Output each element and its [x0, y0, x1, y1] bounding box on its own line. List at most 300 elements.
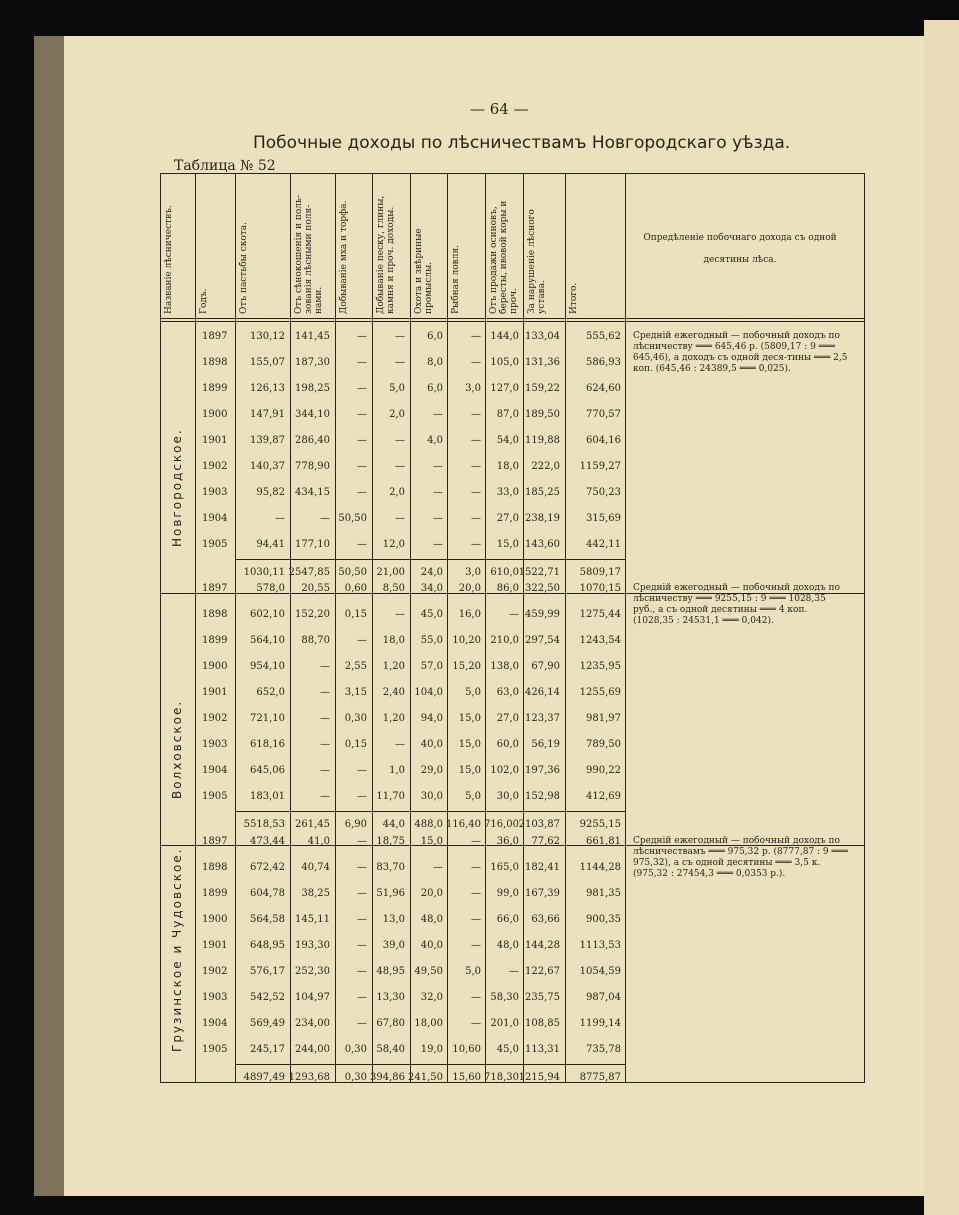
value-cell: 604,16 — [586, 435, 621, 446]
total-cell: 5809,17 — [579, 567, 621, 578]
value-cell: 15,0 — [458, 765, 481, 776]
value-cell: 189,50 — [525, 409, 560, 420]
year-cell: 1899 — [202, 635, 228, 646]
value-cell: — — [471, 487, 481, 498]
value-cell: 139,87 — [250, 435, 285, 446]
value-cell: 108,85 — [525, 1018, 560, 1029]
value-cell: 555,62 — [586, 331, 621, 342]
value-cell: 442,11 — [586, 539, 621, 550]
value-cell: 63,66 — [531, 914, 560, 925]
value-cell: 55,0 — [420, 635, 443, 646]
value-cell: — — [320, 713, 330, 724]
value-cell: 578,0 — [256, 583, 285, 594]
value-cell: 238,19 — [525, 513, 560, 524]
value-cell: 185,25 — [525, 487, 560, 498]
value-cell: 648,95 — [250, 940, 285, 951]
value-cell: 60,0 — [496, 739, 519, 750]
forestry-name: Грузинское и Чудовское. — [170, 847, 184, 1052]
value-cell: 144,28 — [525, 940, 560, 951]
value-cell: — — [357, 862, 367, 873]
value-cell: 15,0 — [496, 539, 519, 550]
value-cell: — — [275, 513, 285, 524]
value-cell: 145,11 — [295, 914, 330, 925]
value-cell: — — [320, 739, 330, 750]
header-rule — [160, 318, 865, 319]
value-cell: 15,0 — [420, 836, 443, 847]
year-cell: 1901 — [202, 435, 228, 446]
value-cell: 83,70 — [376, 862, 405, 873]
forestry-name: Волховское. — [170, 699, 184, 799]
column-header: За нарушеніе лѣсного устава. — [527, 209, 547, 314]
value-cell: 235,75 — [525, 992, 560, 1003]
value-cell: 104,97 — [295, 992, 330, 1003]
value-cell: 604,78 — [250, 888, 285, 899]
value-cell: — — [357, 539, 367, 550]
value-cell: — — [357, 765, 367, 776]
value-cell: 67,90 — [531, 661, 560, 672]
value-cell: 3,15 — [344, 687, 367, 698]
value-cell: 45,0 — [496, 1044, 519, 1055]
value-cell: — — [320, 661, 330, 672]
value-cell: — — [357, 992, 367, 1003]
value-cell: 33,0 — [496, 487, 519, 498]
value-cell: 770,57 — [586, 409, 621, 420]
total-cell: 1030,11 — [243, 567, 285, 578]
value-cell: 286,40 — [295, 435, 330, 446]
value-cell: 77,62 — [531, 836, 560, 847]
total-cell: 24,0 — [420, 567, 443, 578]
year-cell: 1898 — [202, 357, 228, 368]
value-cell: 152,98 — [525, 791, 560, 802]
value-cell: — — [433, 461, 443, 472]
income-note: Средній ежегодный — побочный доходъ по лѣсничеству ═══ 645,46 р. (5809,17 : 9 ═══ 645,46), а доходъ съ одной деся-тины ═══ 2,5 коп. (645,46 : 24389,5 ═══ 0,025). — [633, 331, 848, 374]
value-cell: 113,31 — [525, 1044, 560, 1055]
year-cell: 1905 — [202, 539, 228, 550]
value-cell: 13,30 — [376, 992, 405, 1003]
value-cell: 197,36 — [525, 765, 560, 776]
value-cell: 48,95 — [376, 966, 405, 977]
value-cell: 86,0 — [496, 583, 519, 594]
value-cell: — — [357, 914, 367, 925]
value-cell: 51,96 — [376, 888, 405, 899]
value-cell: 987,04 — [586, 992, 621, 1003]
year-cell: 1901 — [202, 940, 228, 951]
value-cell: 13,0 — [382, 914, 405, 925]
table-label: Таблица № 52 — [174, 158, 276, 174]
value-cell: 672,42 — [250, 862, 285, 873]
value-cell: 49,50 — [414, 966, 443, 977]
total-cell: 5518,53 — [243, 819, 285, 830]
value-cell: 297,54 — [525, 635, 560, 646]
value-cell: 40,0 — [420, 739, 443, 750]
value-cell: 130,12 — [250, 331, 285, 342]
value-cell: 564,58 — [250, 914, 285, 925]
value-cell: 576,17 — [250, 966, 285, 977]
value-cell: 2,40 — [382, 687, 405, 698]
value-cell: — — [433, 539, 443, 550]
value-cell: — — [395, 357, 405, 368]
value-cell: 58,30 — [490, 992, 519, 1003]
total-cell: 261,45 — [295, 819, 330, 830]
total-cell: 0,30 — [344, 1072, 367, 1083]
total-cell: 1522,71 — [518, 567, 560, 578]
value-cell: 19,0 — [420, 1044, 443, 1055]
total-cell: 610,0 — [490, 567, 519, 578]
value-cell: 201,0 — [490, 1018, 519, 1029]
year-cell: 1900 — [202, 409, 228, 420]
year-cell: 1901 — [202, 687, 228, 698]
value-cell: 434,15 — [295, 487, 330, 498]
total-cell: 21,00 — [376, 567, 405, 578]
value-cell: — — [395, 513, 405, 524]
total-cell: 2547,85 — [288, 567, 330, 578]
value-cell: 133,04 — [525, 331, 560, 342]
value-cell: 94,0 — [420, 713, 443, 724]
value-cell: — — [433, 862, 443, 873]
total-cell: 1215,94 — [518, 1072, 560, 1083]
value-cell: — — [433, 513, 443, 524]
value-cell: — — [357, 888, 367, 899]
column-header: Названіе лѣсничествъ. — [164, 205, 174, 314]
value-cell: 459,99 — [525, 609, 560, 620]
value-cell: 222,0 — [531, 461, 560, 472]
value-cell: — — [357, 635, 367, 646]
value-cell: 11,70 — [376, 791, 405, 802]
value-cell: 143,60 — [525, 539, 560, 550]
year-cell: 1905 — [202, 791, 228, 802]
year-cell: 1898 — [202, 862, 228, 873]
value-cell: 10,60 — [452, 1044, 481, 1055]
value-cell: 1070,15 — [579, 583, 621, 594]
value-cell: — — [357, 331, 367, 342]
value-cell: 6,0 — [427, 383, 443, 394]
value-cell: 8,50 — [382, 583, 405, 594]
value-cell: 2,0 — [389, 409, 405, 420]
value-cell: 624,60 — [586, 383, 621, 394]
value-cell: 88,70 — [301, 635, 330, 646]
year-cell: 1897 — [202, 836, 228, 847]
year-cell: 1903 — [202, 739, 228, 750]
value-cell: 32,0 — [420, 992, 443, 1003]
value-cell: 20,0 — [420, 888, 443, 899]
page-title: Побочные доходы по лѣсничествамъ Новгородскаго уѣзда. — [253, 133, 791, 153]
value-cell: 569,49 — [250, 1018, 285, 1029]
total-cell: 394,86 — [370, 1072, 405, 1083]
total-cell: 1293,68 — [288, 1072, 330, 1083]
value-cell: — — [471, 888, 481, 899]
column-header: Отъ продажи осиновъ, бересты, ивовой коры и проч. — [489, 200, 519, 314]
total-rule — [235, 811, 625, 812]
value-cell: 12,0 — [382, 539, 405, 550]
column-header: Отъ пастьбы скота. — [239, 222, 249, 314]
value-cell: 1159,27 — [579, 461, 621, 472]
value-cell: 2,0 — [389, 487, 405, 498]
value-cell: — — [509, 966, 519, 977]
value-cell: — — [509, 609, 519, 620]
value-cell: 54,0 — [496, 435, 519, 446]
value-cell: 41,0 — [307, 836, 330, 847]
value-cell: 131,36 — [525, 357, 560, 368]
year-cell: 1900 — [202, 914, 228, 925]
value-cell: — — [357, 1018, 367, 1029]
value-cell: 183,01 — [250, 791, 285, 802]
value-cell: — — [320, 513, 330, 524]
year-cell: 1897 — [202, 331, 228, 342]
value-cell: 58,40 — [376, 1044, 405, 1055]
value-cell: — — [471, 1018, 481, 1029]
value-cell: 0,60 — [344, 583, 367, 594]
value-cell: 2,55 — [344, 661, 367, 672]
year-cell: 1902 — [202, 713, 228, 724]
value-cell: — — [320, 687, 330, 698]
value-cell: 981,97 — [586, 713, 621, 724]
value-cell: 5,0 — [465, 687, 481, 698]
column-header: Добываніе песку, глины, камня и проч. доходы. — [376, 195, 396, 314]
value-cell: 735,78 — [586, 1044, 621, 1055]
year-cell: 1902 — [202, 966, 228, 977]
value-cell: 94,41 — [256, 539, 285, 550]
total-rule — [235, 559, 625, 560]
value-cell: 210,0 — [490, 635, 519, 646]
value-cell: 198,25 — [295, 383, 330, 394]
total-cell: 50,50 — [338, 567, 367, 578]
value-cell: 95,82 — [256, 487, 285, 498]
value-cell: 39,0 — [382, 940, 405, 951]
total-cell: 2103,87 — [518, 819, 560, 830]
year-cell: 1904 — [202, 513, 228, 524]
value-cell: 0,15 — [344, 609, 367, 620]
value-cell: 344,10 — [295, 409, 330, 420]
value-cell: 954,10 — [250, 661, 285, 672]
value-cell: 1,20 — [382, 661, 405, 672]
year-cell: 1903 — [202, 487, 228, 498]
value-cell: 322,50 — [525, 583, 560, 594]
total-cell: 716,00 — [484, 819, 519, 830]
value-cell: 167,39 — [525, 888, 560, 899]
value-cell: 48,0 — [420, 914, 443, 925]
value-cell: 159,22 — [525, 383, 560, 394]
value-cell: 18,0 — [496, 461, 519, 472]
value-cell: — — [395, 435, 405, 446]
value-cell: 8,0 — [427, 357, 443, 368]
value-cell: 63,0 — [496, 687, 519, 698]
year-cell: 1900 — [202, 661, 228, 672]
column-header: Добываніе мха и торфа. — [339, 200, 349, 314]
value-cell: 5,0 — [465, 966, 481, 977]
value-cell: — — [471, 513, 481, 524]
value-cell: — — [357, 966, 367, 977]
total-cell: 15,60 — [452, 1072, 481, 1083]
value-cell: 981,35 — [586, 888, 621, 899]
value-cell: — — [471, 836, 481, 847]
year-cell: 1904 — [202, 765, 228, 776]
value-cell: 123,37 — [525, 713, 560, 724]
value-cell: — — [471, 862, 481, 873]
value-cell: 152,20 — [295, 609, 330, 620]
value-cell: 50,50 — [338, 513, 367, 524]
value-cell: 778,90 — [295, 461, 330, 472]
value-cell: — — [320, 765, 330, 776]
value-cell: 750,23 — [586, 487, 621, 498]
value-cell: 165,0 — [490, 862, 519, 873]
column-rule — [195, 173, 196, 1083]
next-page-edge — [924, 20, 959, 1215]
value-cell: 15,0 — [458, 713, 481, 724]
value-cell: 1054,59 — [579, 966, 621, 977]
value-cell: — — [357, 435, 367, 446]
value-cell: — — [471, 914, 481, 925]
value-cell: — — [471, 539, 481, 550]
value-cell: 244,00 — [295, 1044, 330, 1055]
column-header-note: Опредѣленіе побочнаго дохода съ одной десятины лѣса. — [643, 233, 837, 265]
value-cell: 119,88 — [525, 435, 560, 446]
header-rule — [160, 321, 865, 322]
year-cell: 1905 — [202, 1044, 228, 1055]
value-cell: 652,0 — [256, 687, 285, 698]
value-cell: 40,74 — [301, 862, 330, 873]
value-cell: 1113,53 — [579, 940, 621, 951]
value-cell: 1243,54 — [579, 635, 621, 646]
value-cell: 38,25 — [301, 888, 330, 899]
page-number: — 64 — — [470, 100, 529, 118]
value-cell: 127,0 — [490, 383, 519, 394]
value-cell: 66,0 — [496, 914, 519, 925]
value-cell: — — [357, 383, 367, 394]
value-cell: 0,30 — [344, 713, 367, 724]
total-cell: 4897,49 — [243, 1072, 285, 1083]
value-cell: 990,22 — [586, 765, 621, 776]
value-cell: 177,10 — [295, 539, 330, 550]
column-header: Охота и звѣриные промыслы. — [414, 228, 434, 314]
value-cell: 16,0 — [458, 609, 481, 620]
value-cell: 789,50 — [586, 739, 621, 750]
value-cell: 138,0 — [490, 661, 519, 672]
value-cell: 602,10 — [250, 609, 285, 620]
value-cell: 67,80 — [376, 1018, 405, 1029]
value-cell: 182,41 — [525, 862, 560, 873]
value-cell: 105,0 — [490, 357, 519, 368]
value-cell: — — [471, 435, 481, 446]
value-cell: 40,0 — [420, 940, 443, 951]
value-cell: 1275,44 — [579, 609, 621, 620]
year-cell: 1903 — [202, 992, 228, 1003]
value-cell: — — [357, 791, 367, 802]
value-cell: 187,30 — [295, 357, 330, 368]
value-cell: 15,20 — [452, 661, 481, 672]
value-cell: 412,69 — [586, 791, 621, 802]
value-cell: 30,0 — [420, 791, 443, 802]
value-cell: 56,19 — [531, 739, 560, 750]
value-cell: — — [471, 409, 481, 420]
value-cell: 20,0 — [458, 583, 481, 594]
value-cell: 0,30 — [344, 1044, 367, 1055]
value-cell: 36,0 — [496, 836, 519, 847]
value-cell: — — [395, 609, 405, 620]
value-cell: 29,0 — [420, 765, 443, 776]
value-cell: 57,0 — [420, 661, 443, 672]
value-cell: — — [395, 331, 405, 342]
value-cell: — — [395, 461, 405, 472]
value-cell: 10,20 — [452, 635, 481, 646]
value-cell: 18,75 — [376, 836, 405, 847]
value-cell: 87,0 — [496, 409, 519, 420]
value-cell: 0,15 — [344, 739, 367, 750]
value-cell: — — [471, 357, 481, 368]
value-cell: 193,30 — [295, 940, 330, 951]
value-cell: 473,44 — [250, 836, 285, 847]
forestry-name: Новгородское. — [170, 428, 184, 547]
year-cell: 1904 — [202, 1018, 228, 1029]
value-cell: 18,0 — [382, 635, 405, 646]
value-cell: 18,00 — [414, 1018, 443, 1029]
value-cell: 122,67 — [525, 966, 560, 977]
value-cell: 27,0 — [496, 713, 519, 724]
total-cell: 9255,15 — [579, 819, 621, 830]
value-cell: — — [471, 461, 481, 472]
column-header: Рыбная ловля. — [451, 245, 461, 314]
value-cell: 900,35 — [586, 914, 621, 925]
value-cell: — — [357, 409, 367, 420]
value-cell: 315,69 — [586, 513, 621, 524]
total-cell: 488,0 — [414, 819, 443, 830]
value-cell: 5,0 — [465, 791, 481, 802]
total-cell: 116,40 — [446, 819, 481, 830]
value-cell: — — [357, 461, 367, 472]
value-cell: — — [357, 940, 367, 951]
value-cell: — — [357, 487, 367, 498]
value-cell: 1,20 — [382, 713, 405, 724]
column-header: Годъ. — [199, 288, 209, 314]
value-cell: 3,0 — [465, 383, 481, 394]
year-cell: 1897 — [202, 583, 228, 594]
value-cell: 27,0 — [496, 513, 519, 524]
year-cell: 1899 — [202, 888, 228, 899]
year-cell: 1902 — [202, 461, 228, 472]
value-cell: 721,10 — [250, 713, 285, 724]
value-cell: — — [357, 836, 367, 847]
year-cell: 1898 — [202, 609, 228, 620]
value-cell: 30,0 — [496, 791, 519, 802]
value-cell: — — [320, 791, 330, 802]
total-cell: 6,90 — [344, 819, 367, 830]
value-cell: 140,37 — [250, 461, 285, 472]
value-cell: 102,0 — [490, 765, 519, 776]
value-cell: 144,0 — [490, 331, 519, 342]
total-cell: 8775,87 — [579, 1072, 621, 1083]
column-header: Итого. — [569, 282, 579, 314]
total-cell: 718,30 — [484, 1072, 519, 1083]
income-note: Средній ежегодный — побочный доходъ по лѣсничеству ═══ 9255,15 : 9 ═══ 1028,35 руб., а съ одной десятины ═══ 4 коп. (1028,35 : 24531,1 ═══ 0,042). — [633, 583, 840, 626]
value-cell: 147,91 — [250, 409, 285, 420]
year-cell: 1899 — [202, 383, 228, 394]
value-cell: 6,0 — [427, 331, 443, 342]
value-cell: 45,0 — [420, 609, 443, 620]
value-cell: — — [357, 357, 367, 368]
column-header: Отъ сѣнокошенія и поль-зованія лѣсными поля-нами. — [294, 195, 324, 314]
income-note: Средній ежегодный — побочный доходъ по лѣсничествамъ ═══ 975,32 р. (8777,87 : 9 ═══ 975,32), а съ одной десятины ═══ 3,5 к. (975,32 : 27454,3 ═══ 0,0353 р.). — [633, 836, 848, 879]
value-cell: 618,16 — [250, 739, 285, 750]
value-cell: 1235,95 — [579, 661, 621, 672]
value-cell: 155,07 — [250, 357, 285, 368]
value-cell: 1144,28 — [579, 862, 621, 873]
value-cell: 252,30 — [295, 966, 330, 977]
value-cell: 4,0 — [427, 435, 443, 446]
value-cell: 48,0 — [496, 940, 519, 951]
value-cell: 1255,69 — [579, 687, 621, 698]
value-cell: — — [471, 331, 481, 342]
total-rule — [235, 1064, 625, 1065]
value-cell: 645,06 — [250, 765, 285, 776]
